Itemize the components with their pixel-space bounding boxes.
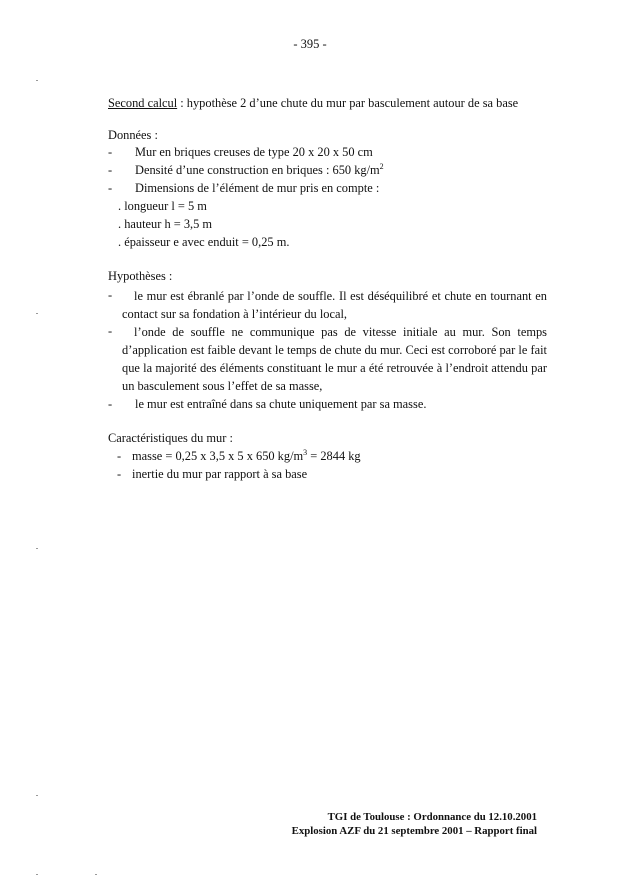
list-bullet: - [108, 397, 113, 411]
list-bullet: - [108, 163, 113, 177]
scan-mark [36, 548, 38, 549]
section-title [108, 95, 518, 111]
scan-mark [95, 874, 97, 875]
footer-line-2: Explosion AZF du 21 septembre 2001 – Rapport final [291, 825, 537, 837]
scan-mark [36, 80, 38, 81]
sub-item-hauteur: . hauteur h = 3,5 m [118, 217, 213, 231]
scan-mark [36, 874, 38, 875]
list-bullet: - [117, 467, 122, 481]
list-bullet: - [108, 324, 113, 338]
footer-line-1: TGI de Toulouse : Ordonnance du 12.10.2001 [327, 811, 537, 823]
sub-item-longueur: . longueur l = 5 m [118, 199, 207, 213]
mass-result: = 2844 kg [307, 449, 361, 463]
mass-item [132, 448, 361, 464]
list-bullet: - [117, 449, 122, 463]
mass-superscript: 3 [303, 447, 308, 457]
density-superscript: 2 [379, 161, 384, 171]
sub-item-epaisseur: . épaisseur e avec enduit = 0,25 m. [118, 235, 290, 249]
page-number: - 395 - [293, 37, 327, 51]
section-title-label: Second calcul [108, 96, 178, 110]
list-bullet: - [108, 181, 113, 195]
donnees-item-1: Mur en briques creuses de type 20 x 20 x 50 cm [135, 145, 373, 159]
caracteristiques-heading: Caractéristiques du mur : [108, 431, 233, 445]
hypothese-item-3: le mur est entraîné dans sa chute uniquement par sa masse. [135, 397, 427, 411]
hypothese-item-1: le mur est ébranlé par l’onde de souffle. Il est déséquilibré et chute en tournant en contact sur sa fondation à l’intérieur du local, [122, 289, 547, 321]
mass-text: masse = 0,25 x 3,5 x 5 x 650 kg/m [132, 449, 304, 463]
hypotheses-heading: Hypothèses : [108, 269, 173, 283]
list-bullet: - [108, 288, 113, 302]
list-bullet: - [108, 145, 113, 159]
hypothese-item-2: l’onde de souffle ne communique pas de vitesse initiale au mur. Son temps d’application est faible devant le temps de chute du mur. Ceci est corroboré par le fait que la majorité des éléments constituant le mur a été retrouvée à l’endroit attendu par un basculement sous l’effet de sa masse, [122, 325, 547, 393]
inertia-item: inertie du mur par rapport à sa base [132, 467, 308, 481]
section-title-text: : hypothèse 2 d’une chute du mur par basculement autour de sa base [177, 96, 519, 110]
density-text: Densité d’une construction en briques : 650 kg/m [135, 163, 380, 177]
donnees-item-2 [135, 162, 384, 178]
donnees-item-3: Dimensions de l’élément de mur pris en compte : [135, 181, 380, 195]
scan-mark [36, 795, 38, 796]
scan-mark [36, 313, 38, 314]
donnees-heading: Données : [108, 128, 158, 142]
